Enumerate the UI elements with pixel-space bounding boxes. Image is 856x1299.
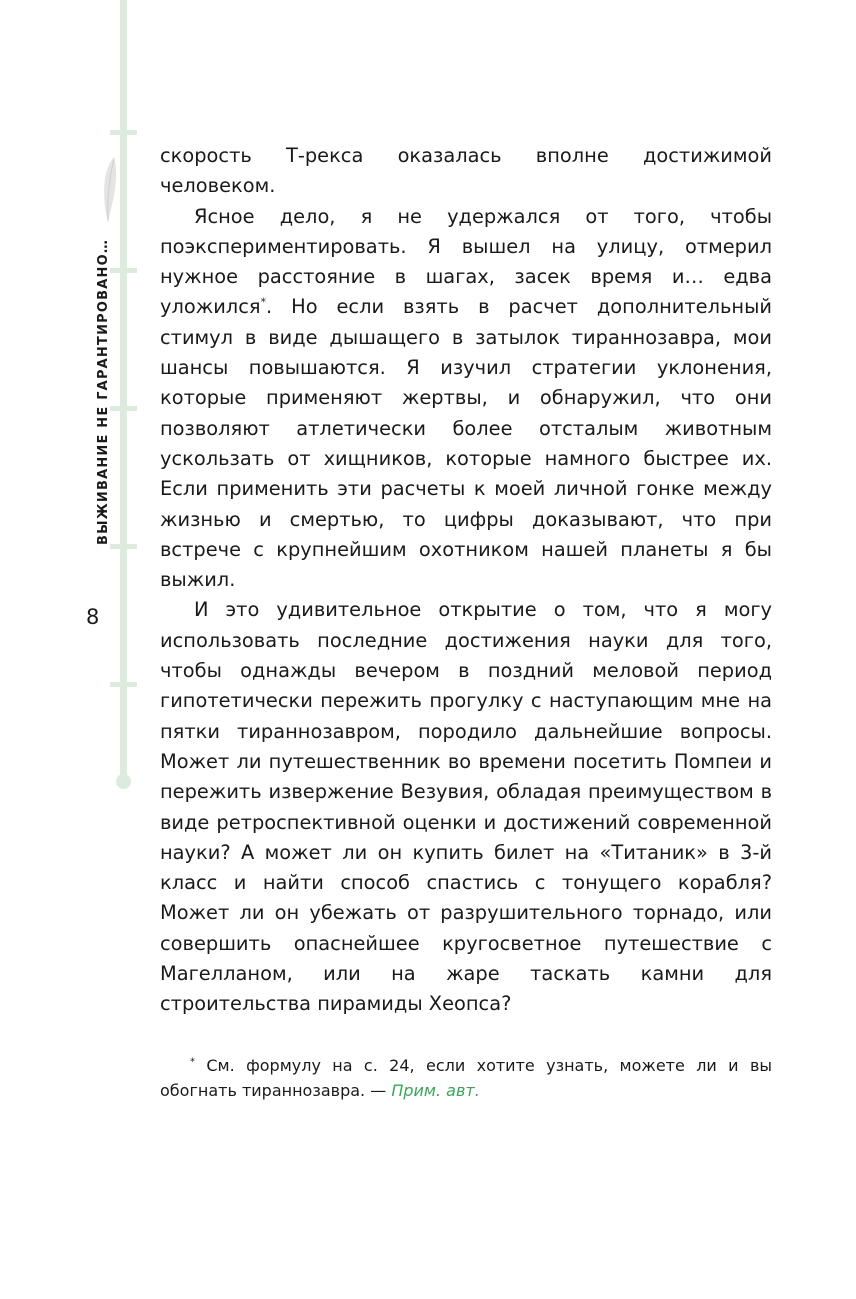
body-text bbox=[160, 141, 772, 1020]
running-head: ВЫЖИВАНИЕ НЕ ГАРАНТИРОВАНО… bbox=[96, 238, 111, 545]
paragraph: И это удивительное открытие о том, что я могу использовать последние достижения науки для того, чтобы однажды вечером в поздний меловой период гипотетически пережить прогулку с наступающим мне на пятки тираннозавром, породило дальнейшие вопросы. Может ли путешественник во времени посетить Помпеи и пережить извержение Везувия, обладая преимуществом в виде ретроспективной оценки и достижений современной науки? А может ли он купить билет на «Титаник» в 3-й класс и найти способ спастись с тонущего корабля? Может ли он убежать от разрушительного торнадо, или совершить опаснейшее кругосветное путешествие с Магелланом, или на жаре таскать камни для строительства пирамиды Хеопса? bbox=[160, 598, 772, 1016]
footnote-attribution: Прим. авт. bbox=[391, 1081, 480, 1100]
timeline-line bbox=[120, 0, 127, 782]
paragraph: Ясное дело, я не удержался от того, чтобы поэкспериментировать. Я вышел на улицу, отмерил нужное расстояние в шагах, засек время и… едва уложился*. Но если взять в расчет дополнительный стимул в виде дышащего в затылок тираннозавра, мои шансы повышаются. Я изучил стратегии уклонения, которые применяют жертвы, и обнаружил, что они позволяют атлетически более отсталым животным ускользать от хищников, которые намного быстрее их. Если применить эти расчеты к моей личной гонке между жизнью и смертью, то цифры доказывают, что при встрече с крупнейшим охотником нашей планеты я бы выжил. bbox=[160, 204, 772, 592]
timeline-tick bbox=[110, 682, 137, 687]
timeline-dot bbox=[116, 774, 131, 789]
timeline-tick bbox=[110, 268, 137, 273]
footnote-star: * bbox=[190, 1056, 195, 1068]
paragraph-text: Ясное дело, я не удержался от того, чтобы поэкспериментировать. Я вышел на улицу, отмерил нужное расстояние в шагах, засек время и… едва уложился bbox=[160, 204, 772, 319]
feather-icon bbox=[98, 155, 120, 225]
timeline-tick bbox=[110, 130, 137, 135]
page-number: 8 bbox=[86, 605, 100, 629]
paragraph: скорость Т-рекса оказалась вполне достижимой человеком. bbox=[160, 144, 772, 198]
timeline-tick bbox=[110, 544, 137, 549]
footnote-text: См. формулу на с. 24, если хотите узнать, можете ли и вы обогнать тираннозавра. — bbox=[160, 1056, 773, 1100]
footnote-marker: * bbox=[260, 296, 267, 310]
paragraph-text: Но если взять в расчет дополнительный стимул в виде дышащего в затылок тираннозавра, мои шансы повышаются. Я изучил стратегии уклонения, которые применяют жертвы, и обнаружил, что они позволяют атлетически более отсталым животным ускользать от хищников, которые намного быстрее их. Если применить эти расчеты к моей личной гонке между жизнью и смертью, то цифры доказывают, что при встрече с крупнейшим охотником нашей планеты я бы выжил. bbox=[160, 295, 772, 592]
timeline-tick bbox=[110, 406, 137, 411]
footnote bbox=[160, 1053, 772, 1103]
